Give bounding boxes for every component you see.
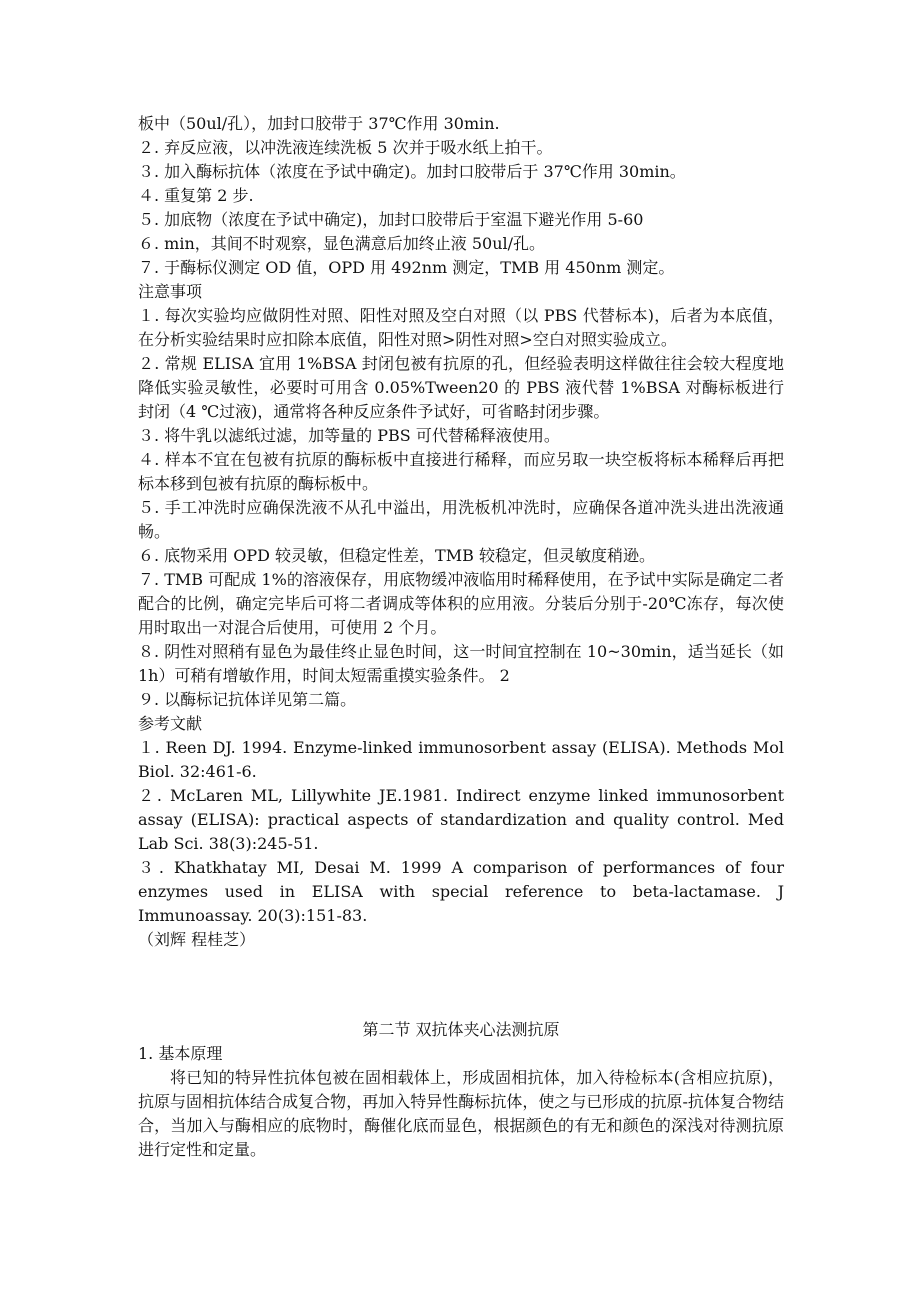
- note-item: ７. TMB 可配成 1%的溶液保存，用底物缓冲液临用时稀释使用，在予试中实际是确定二者配合的比例，确定完毕后可将二者调成等体积的应用液。分装后分别于-20℃冻存，每次使用时取出一对混合后使用，可使用 2 个月。: [138, 570, 784, 637]
- section-title: 第二节 双抗体夹心法测抗原: [362, 1020, 560, 1039]
- step-line: ７. 于酶标仪测定 OD 值，OPD 用 492nm 测定，TMB 用 450nm 测定。: [138, 258, 675, 277]
- authors-credit: （刘辉 程桂芝）: [138, 930, 256, 949]
- step-line: ２. 弃反应液，以冲洗液连续洗板 5 次并于吸水纸上拍干。: [138, 138, 553, 157]
- reference-item: １. Reen DJ. 1994. Enzyme-linked immunosorbent assay (ELISA). Methods Mol Biol. 32:461-6.: [138, 738, 784, 781]
- notes-list: [138, 304, 784, 712]
- principle-heading: 1. 基本原理: [138, 1044, 223, 1063]
- note-item: ６. 底物采用 OPD 较灵敏，但稳定性差，TMB 较稳定，但灵敏度稍逊。: [138, 546, 655, 565]
- note-item: ８. 阴性对照稍有显色为最佳终止显色时间，这一时间宜控制在 10~30min，适当延长（如 1h）可稍有增敏作用，时间太短需重摸实验条件。 2: [138, 642, 784, 685]
- reference-item: ２. McLaren ML, Lillywhite JE.1981. Indirect enzyme linked immunosorbent assay (ELISA): practical aspects of standardization and quality control. Med Lab Sci. 38(3):245-51.: [138, 786, 784, 853]
- step-line: ６. min，其间不时观察，显色满意后加终止液 50ul/孔。: [138, 234, 546, 253]
- references-list: [138, 736, 784, 928]
- principle-paragraph: 将已知的特异性抗体包被在固相载体上，形成固相抗体，加入待检标本(含相应抗原)，抗原与固相抗体结合成复合物，再加入特异性酶标抗体，使之与已形成的抗原-抗体复合物结合，当加入与酶相应的底物时，酶催化底而显色，根据颜色的有无和颜色的深浅对待测抗原进行定性和定量。: [138, 1068, 784, 1159]
- step-line: ５. 加底物（浓度在予试中确定)，加封口胶带后于室温下避光作用 5-60: [138, 210, 644, 229]
- step-line: ４. 重复第 2 步.: [138, 186, 254, 205]
- reference-item: ３. Khatkhatay MI, Desai M. 1999 A comparison of performances of four enzymes used in ELISA with special reference to beta-lactamase. J Immunoassay. 20(3):151-83.: [138, 858, 785, 925]
- section-gap: [138, 952, 784, 1018]
- note-item: １. 每次实验均应做阴性对照、阳性对照及空白对照（以 PBS 代替标本)，后者为本底值，在分析实验结果时应扣除本底值，阳性对照>阴性对照>空白对照实验成立。: [138, 306, 784, 349]
- step-line: 板中（50ul/孔），加封口胶带于 37℃作用 30min.: [138, 114, 500, 133]
- step-line: ３. 加入酶标抗体（浓度在予试中确定)。加封口胶带后于 37℃作用 30min。: [138, 162, 686, 181]
- note-item: ９. 以酶标记抗体详见第二篇。: [138, 690, 357, 709]
- note-item: ５. 手工冲洗时应确保洗液不从孔中溢出，用洗板机冲洗时，应确保各道冲洗头进出洗液通畅。: [138, 498, 784, 541]
- note-item: ２. 常规 ELISA 宜用 1%BSA 封闭包被有抗原的孔，但经验表明这样做往往会较大程度地降低实验灵敏性，必要时可用含 0.05%Tween20 的 PBS 液代替 1%BSA 对酶标板进行封闭（4 ℃过液)，通常将各种反应条件予试好，可省略封闭步骤。: [138, 354, 784, 421]
- notes-heading: 注意事项: [138, 282, 203, 301]
- references-heading: 参考文献: [138, 714, 203, 733]
- note-item: ３. 将牛乳以滤纸过滤，加等量的 PBS 可代替稀释液使用。: [138, 426, 560, 445]
- procedure-steps: [138, 112, 784, 280]
- note-item: ４. 样本不宜在包被有抗原的酶标板中直接进行稀释，而应另取一块空板将标本稀释后再把标本移到包被有抗原的酶标板中。: [138, 450, 784, 493]
